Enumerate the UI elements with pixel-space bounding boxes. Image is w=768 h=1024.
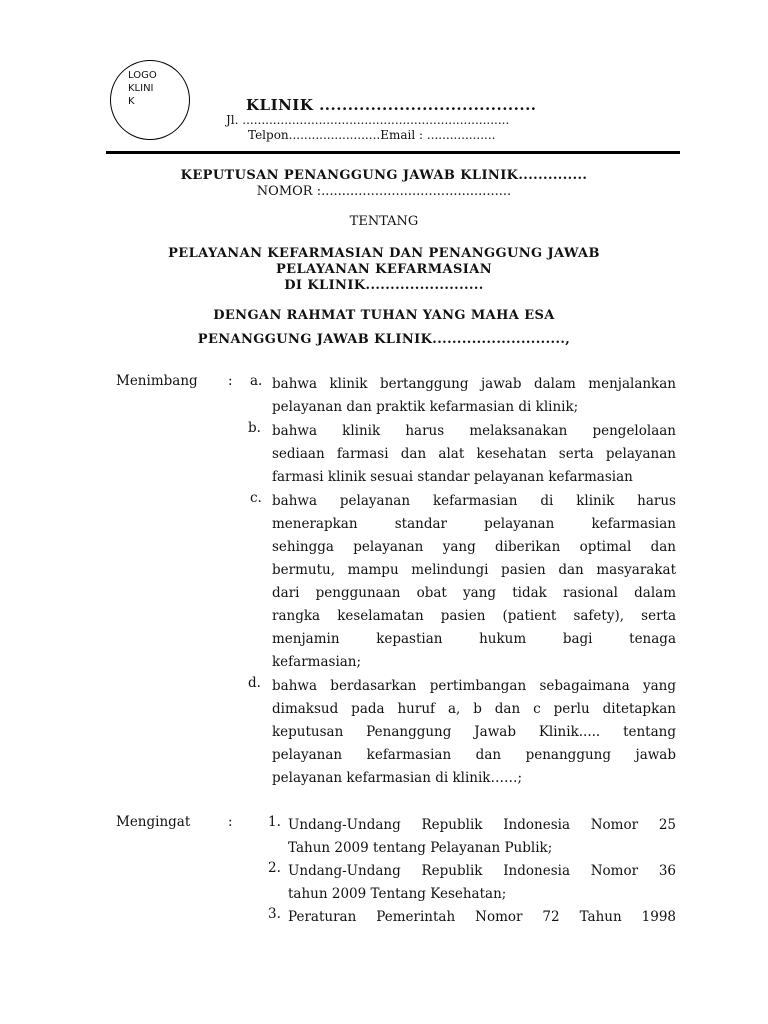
item-line: Peraturan Pemerintah Nomor 72 Tahun 1998 xyxy=(288,909,676,925)
decree-subject-line: PELAYANAN KEFARMASIAN xyxy=(275,262,493,277)
item-line: bahwa klinik bertanggung jawab dalam menjalankan xyxy=(272,376,676,392)
item-marker: a. xyxy=(250,373,263,389)
item-line: kefarmasian; xyxy=(272,654,362,670)
logo-text-line: LOGO xyxy=(128,70,157,81)
item-line: Undang-Undang Republik Indonesia Nomor 36 xyxy=(288,863,676,879)
item-marker: 3. xyxy=(268,906,281,922)
item-line: bahwa berdasarkan pertimbangan sebagaimana yang xyxy=(272,678,676,694)
clinic-contact: Telpon........................Email : .................. xyxy=(248,128,496,142)
item-line: pelayanan kefarmasian di klinik……; xyxy=(272,770,523,786)
header-divider xyxy=(106,151,680,154)
menimbang-colon: : xyxy=(228,373,233,389)
item-line: bermutu, mampu melindungi pasien dan masyarakat xyxy=(272,562,676,578)
mengingat-colon: : xyxy=(228,814,233,830)
item-line: sediaan farmasi dan alat kesehatan serta pelayanan xyxy=(272,446,676,462)
decree-subject-line: DI KLINIK........................ xyxy=(284,278,484,293)
decree-grace: DENGAN RAHMAT TUHAN YANG MAHA ESA xyxy=(213,308,555,323)
item-line: rangka keselamatan pasien (patient safety), serta xyxy=(272,608,676,624)
item-line: keputusan Penanggung Jawab Klinik..... tentang xyxy=(272,724,676,740)
item-line: Undang-Undang Republik Indonesia Nomor 25 xyxy=(288,817,676,833)
decree-number: NOMOR :.............................................. xyxy=(256,184,512,199)
item-line: bahwa klinik harus melaksanakan pengelolaan xyxy=(272,423,676,439)
item-line: pelayanan dan praktik kefarmasian di klinik; xyxy=(272,399,579,415)
logo-text-line: K xyxy=(128,96,135,107)
clinic-name: KLINIK ...................................... xyxy=(246,96,537,114)
decree-about: TENTANG xyxy=(349,214,419,229)
item-line: menerapkan standar pelayanan kefarmasian xyxy=(272,516,676,532)
item-marker: d. xyxy=(248,675,261,691)
item-marker: c. xyxy=(250,490,262,506)
mengingat-label: Mengingat xyxy=(116,814,191,830)
clinic-address: Jl. ...................................................................... xyxy=(226,113,510,127)
item-line: dimaksud pada huruf a, b dan c perlu ditetapkan xyxy=(272,701,676,717)
item-line: menjamin kepastian hukum bagi tenaga xyxy=(272,631,676,647)
clinic-logo-placeholder xyxy=(110,60,190,140)
item-line: pelayanan kefarmasian dan penanggung jawab xyxy=(272,747,676,763)
item-line: bahwa pelayanan kefarmasian di klinik harus xyxy=(272,493,676,509)
item-marker: 1. xyxy=(268,814,281,830)
item-marker: 2. xyxy=(268,860,281,876)
item-line: dari penggunaan obat yang tidak rasional dalam xyxy=(272,585,676,601)
item-line: tahun 2009 Tentang Kesehatan; xyxy=(288,886,507,902)
menimbang-label: Menimbang xyxy=(116,373,198,389)
decree-title: KEPUTUSAN PENANGGUNG JAWAB KLINIK.............. xyxy=(180,168,588,183)
decree-subject-line: PELAYANAN KEFARMASIAN DAN PENANGGUNG JAWAB xyxy=(168,246,600,261)
decree-authority: PENANGGUNG JAWAB KLINIK..........................., xyxy=(197,332,571,347)
item-marker: b. xyxy=(248,420,261,436)
item-line: Tahun 2009 tentang Pelayanan Publik; xyxy=(288,840,553,856)
item-line: farmasi klinik sesuai standar pelayanan kefarmasian xyxy=(272,469,633,485)
logo-text-line: KLINI xyxy=(128,83,154,94)
item-line: sehingga pelayanan yang diberikan optimal dan xyxy=(272,539,676,555)
